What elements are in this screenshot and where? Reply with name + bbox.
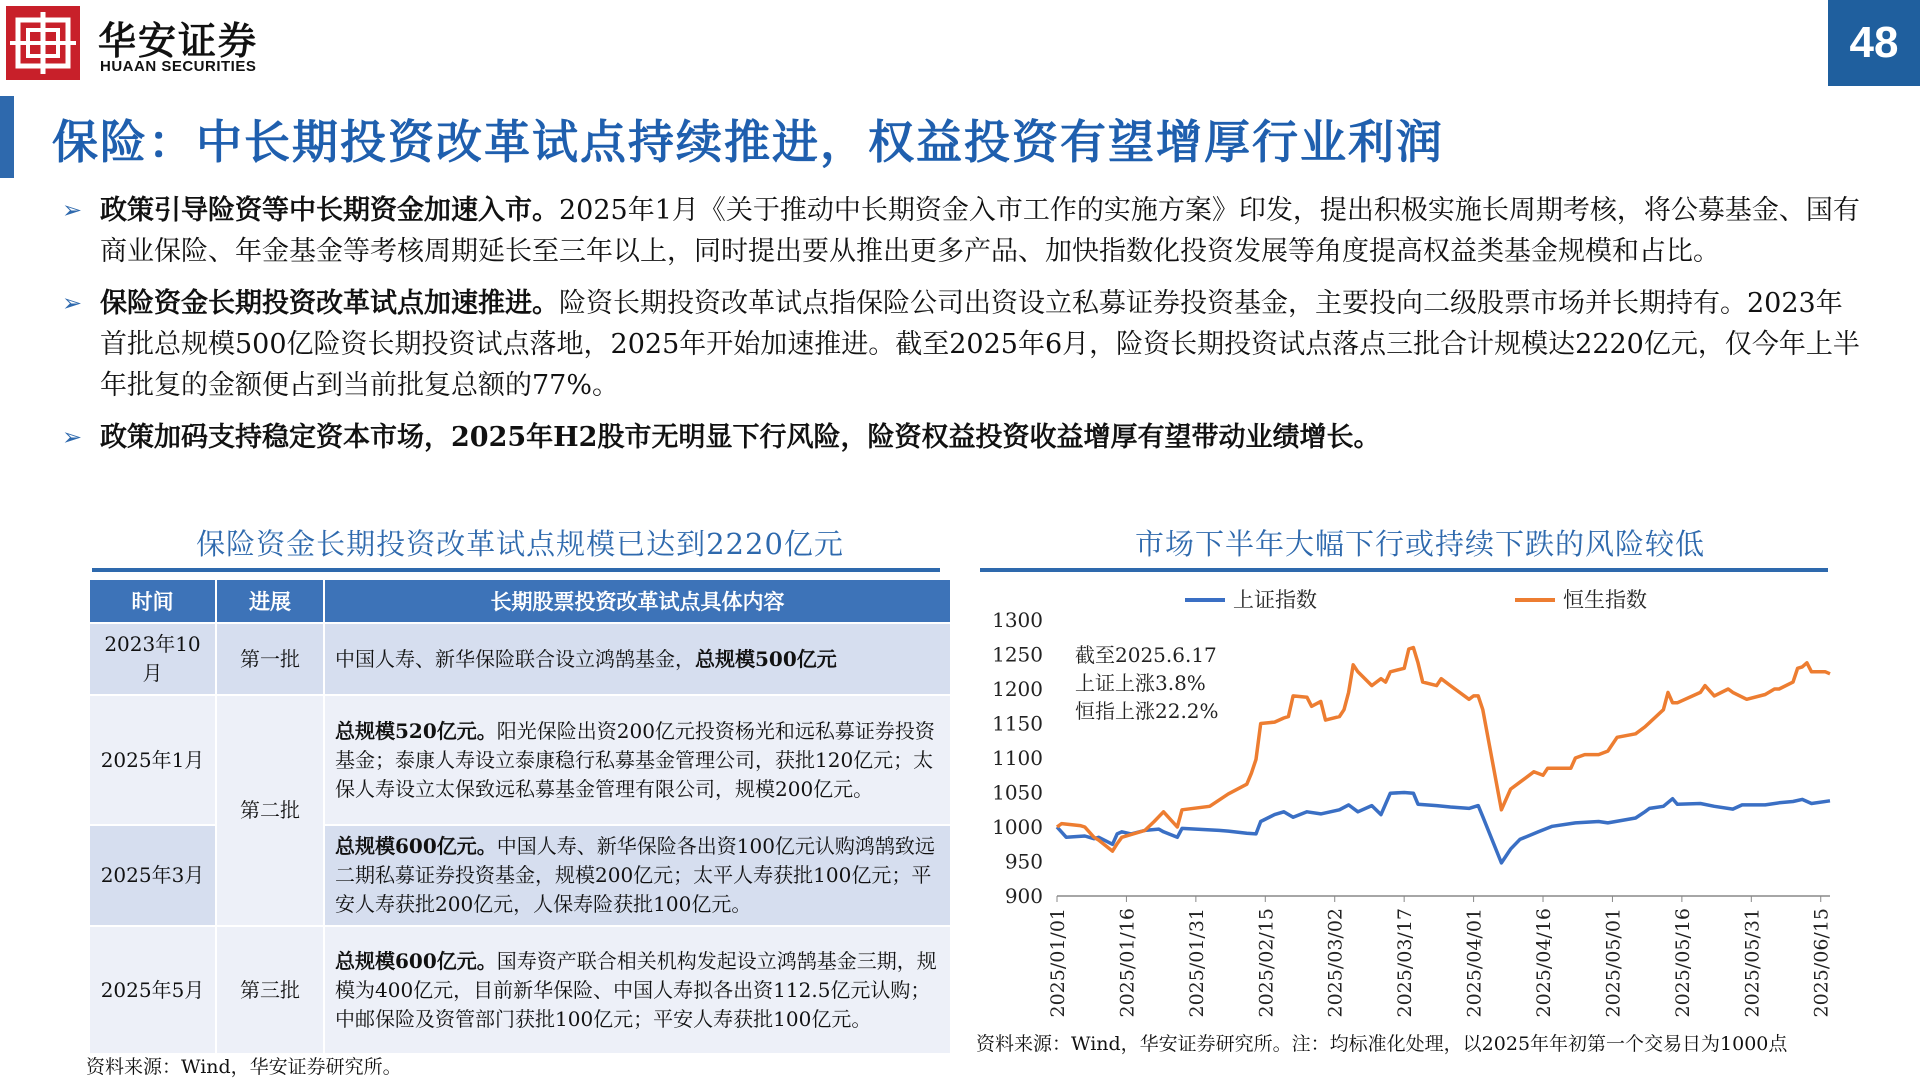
content-text: 中国人寿、新华保险联合设立鸿鹄基金，	[335, 646, 695, 671]
bullet-item	[62, 417, 1862, 458]
y-tick-label: 1150	[992, 711, 1043, 736]
chart-title: 市场下半年大幅下行或持续下跌的风险较低	[1134, 527, 1705, 561]
y-tick-label: 950	[1004, 849, 1043, 874]
series-line-sse	[1057, 793, 1830, 863]
legend-label: 上证指数	[1233, 588, 1317, 612]
page-number: 48	[1828, 0, 1920, 86]
time-cell: 2025年5月	[89, 926, 216, 1054]
y-tick-label: 1200	[992, 677, 1043, 701]
table-row	[89, 623, 951, 695]
x-tick-label: 2025/04/16	[1533, 908, 1556, 1018]
y-tick-label: 900	[1004, 884, 1043, 908]
y-tick-label: 1100	[992, 746, 1043, 770]
time-cell: 2025年3月	[89, 825, 216, 926]
bullet-item	[62, 190, 1862, 272]
annotation-line: 恒指上涨22.2%	[1075, 699, 1219, 723]
content-cell	[324, 825, 951, 926]
x-tick-label: 2025/05/31	[1741, 908, 1764, 1018]
content-cell	[324, 695, 951, 825]
content-bold: 总规模600亿元。	[335, 834, 497, 858]
bullet-text: 2025年1月《关于推动中长期资金入市工作的实施方案》印发，提出积极实施长周期考核，将公募基金、国有商业保险、年金基金等考核周期延长至三年以上，同时提出要从推出更多产品、加快指数化投资发展等角度提高权益类基金规模和占比。	[100, 195, 1860, 267]
title-accent-bar	[0, 96, 14, 178]
table-header-cell: 时间	[89, 579, 216, 623]
page-title: 保险：中长期投资改革试点持续推进，权益投资有望增厚行业利润	[52, 115, 1444, 169]
left-panel-title: 保险资金长期投资改革试点规模已达到2220亿元	[196, 527, 844, 561]
y-tick-label: 1000	[992, 815, 1043, 839]
annotation-line: 截至2025.6.17	[1075, 643, 1217, 667]
bullet-bold: 政策引导险资等中长期资金加速入市。	[100, 195, 559, 226]
bullet-text: 险资长期投资改革试点指保险公司出资设立私募证券投资基金，主要投向二级股票市场并长期持有。2023年首批总规模500亿险资长期投资试点落地，2025年开始加速推进。截至2025年6月，险资长期投资试点落点三批合计规模达2220亿元，仅今年上半年批复的金额便占到当前批复总额的77%。	[100, 288, 1860, 401]
table-header-cell: 进展	[216, 579, 324, 623]
x-tick-label: 2025/01/16	[1116, 908, 1139, 1018]
chart-divider	[980, 568, 1828, 572]
content-text: 阳光保险出资200亿元投资杨光和远私募证券投资基金；泰康人寿设立泰康稳行私募基金管理公司，获批120亿元；太保人寿设立太保致远私募基金管理有限公司，规模200亿元。	[335, 718, 935, 801]
chart-source-note: 资料来源：Wind，华安证券研究所。注：均标准化处理，以2025年年初第一个交易日为1000点	[976, 1033, 1788, 1055]
table-row	[89, 926, 951, 1054]
bullet-arrow-icon: ➢	[62, 196, 83, 224]
stage-cell: 第二批	[216, 695, 324, 926]
stage-cell: 第一批	[216, 623, 324, 695]
logo-text-en: HUAAN SECURITIES	[100, 58, 257, 75]
pilot-table	[88, 578, 952, 1055]
x-tick-label: 2025/04/01	[1463, 908, 1486, 1018]
bullet-arrow-icon: ➢	[62, 423, 83, 451]
stage-cell: 第三批	[216, 926, 324, 1054]
annotation-line: 上证上涨3.8%	[1075, 671, 1206, 695]
bullet-bold: 保险资金长期投资改革试点加速推进。	[100, 288, 559, 319]
chart-annotation	[1075, 643, 1219, 723]
logo-text-cn: 华安证券	[98, 18, 259, 63]
table-header-row	[89, 579, 951, 623]
x-tick-label: 2025/05/16	[1671, 908, 1694, 1018]
x-tick-label: 2025/06/15	[1810, 908, 1833, 1018]
legend-label: 恒生指数	[1563, 588, 1647, 612]
x-tick-label: 2025/01/31	[1185, 908, 1208, 1018]
bullet-item	[62, 283, 1862, 406]
x-tick-label: 2025/03/02	[1324, 908, 1347, 1018]
content-bold: 总规模500亿元	[695, 646, 837, 671]
x-tick-label: 2025/01/01	[1047, 908, 1069, 1018]
left-panel-divider	[92, 568, 940, 572]
chart-legend	[1185, 588, 1647, 612]
x-tick-label: 2025/03/17	[1394, 908, 1417, 1018]
time-cell: 2025年1月	[89, 695, 216, 825]
x-tick-label: 2025/05/01	[1602, 908, 1625, 1018]
content-text: 中国人寿、新华保险各出资100亿元认购鸿鹄致远二期私募证券投资基金，规模200亿元；太平人寿获批100亿元；平安人寿获批200亿元，人保寿险获批100亿元。	[335, 834, 935, 916]
content-text: 国寿资产联合相关机构发起设立鸿鹄基金三期，规模为400亿元，目前新华保险、中国人寿拟各出资112.5亿元认购；中邮保险及资管部门获批100亿元；平安人寿获批100亿元。	[335, 948, 937, 1031]
y-tick-label: 1300	[992, 608, 1043, 632]
content-cell	[324, 623, 951, 695]
x-tick-label: 2025/02/15	[1255, 908, 1278, 1018]
content-bold: 总规模520亿元。	[335, 718, 497, 743]
y-tick-label: 1250	[992, 642, 1043, 667]
time-cell: 2023年10月	[89, 623, 216, 695]
left-source-note: 资料来源：Wind，华安证券研究所。	[86, 1056, 402, 1078]
bullet-bold: 政策加码支持稳定资本市场，2025年H2股市无明显下行风险，险资权益投资收益增厚有望带动业绩增长。	[100, 422, 1381, 453]
table-row	[89, 695, 951, 825]
chart-axes	[992, 608, 1833, 1018]
table-header-cell: 长期股票投资改革试点具体内容	[324, 579, 951, 623]
bullet-list	[62, 190, 1862, 469]
bullet-arrow-icon: ➢	[62, 289, 83, 317]
content-cell	[324, 926, 951, 1054]
index-line-chart	[975, 584, 1855, 1030]
y-tick-label: 1050	[992, 780, 1043, 805]
huaan-logo-icon	[6, 6, 80, 80]
content-bold: 总规模600亿元。	[335, 948, 497, 973]
